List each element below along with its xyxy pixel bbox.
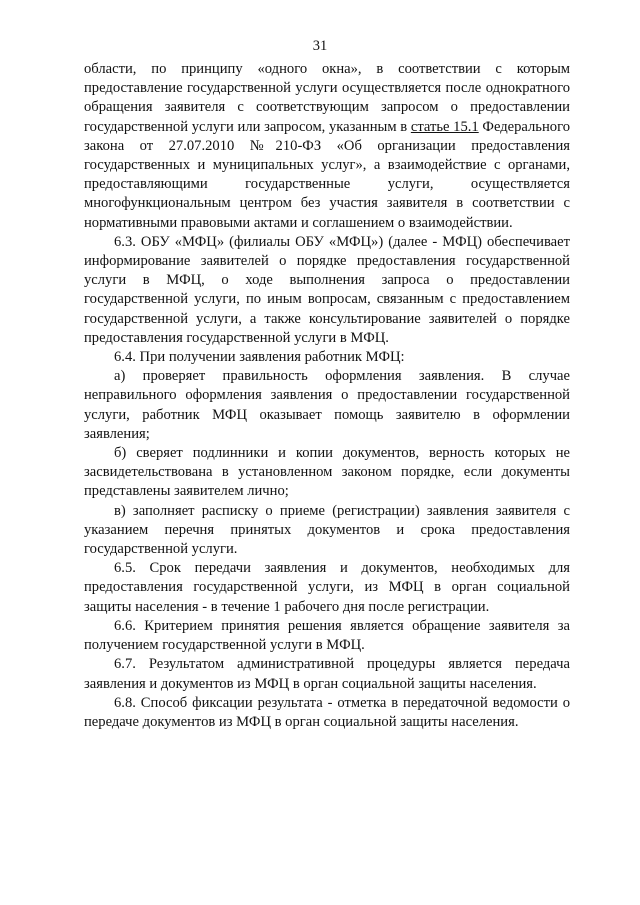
law-article-link[interactable]: статье 15.1 [410,118,479,135]
paragraph-6-6: 6.6. Критерием принятия решения является обращение заявителя за получением государственной услуги в МФЦ. [84,617,570,654]
paragraph-6-5: 6.5. Срок передачи заявления и документов, необходимых для предоставления государственной услуги, из МФЦ в орган социальной защиты населения - в течение 1 рабочего дня после регистрации. [84,560,570,615]
paragraph-text: области, по принципу «одного окна», в соответствии с которым предоставление государственной услуги осуществляется после однократного обращения заявителя с соответствующим запросом о предоставлении государственной услуги или запросом, указанным в [84,61,570,135]
paragraph-text: Федерального закона от 27.07.2010 №210-ФЗ «Об организации предоставления государственных и муниципальных услуг», а взаимодействие с органами, предоставляющими государственные услуги, осуществляется многофункциональным центром без участия заявителя в соответствии с нормативными правовыми актами и соглашением о взаимодействии. [84,118,570,231]
document-body [84,60,570,732]
paragraph-6-4-b: б) сверяет подлинники и копии документов, верность которых не засвидетельствована в установленном законом порядке, если документы представлены заявителем лично; [84,445,570,500]
page-number: 31 [312,38,328,54]
paragraph-6-7: 6.7. Результатом административной процедуры является передача заявления и документов из МФЦ в орган социальной защиты населения. [84,656,570,692]
paragraph-6-4: 6.4. При получении заявления работник МФЦ: [114,349,405,366]
paragraph-6-4-v: в) заполняет расписку о приеме (регистрации) заявления заявителя с указанием перечня принятых документов и срока предоставления государственной услуги. [84,502,570,558]
paragraph-6-8: 6.8. Способ фиксации результата - отметка в передаточной ведомости о передаче документов из МФЦ в орган социальной защиты населения. [84,694,570,730]
paragraph-6-3: 6.3. ОБУ «МФЦ» (филиалы ОБУ «МФЦ») (далее - МФЦ) обеспечивает информирование заявителей о порядке предоставления государственной услуги в МФЦ, о ходе выполнения запроса о предоставлении государственной услуги, по иным вопросам, связанным с предоставлением государственной услуги, а также консультирование заявителей о порядке предоставления государственной услуги в МФЦ. [84,233,570,346]
paragraph-6-4-a: а) проверяет правильность оформления заявления. В случае неправильного оформления заявления о предоставлении государственной услуги, работник МФЦ оказывает помощь заявителю в оформлении заявления; [84,368,570,442]
paragraph-continuation [84,60,570,233]
